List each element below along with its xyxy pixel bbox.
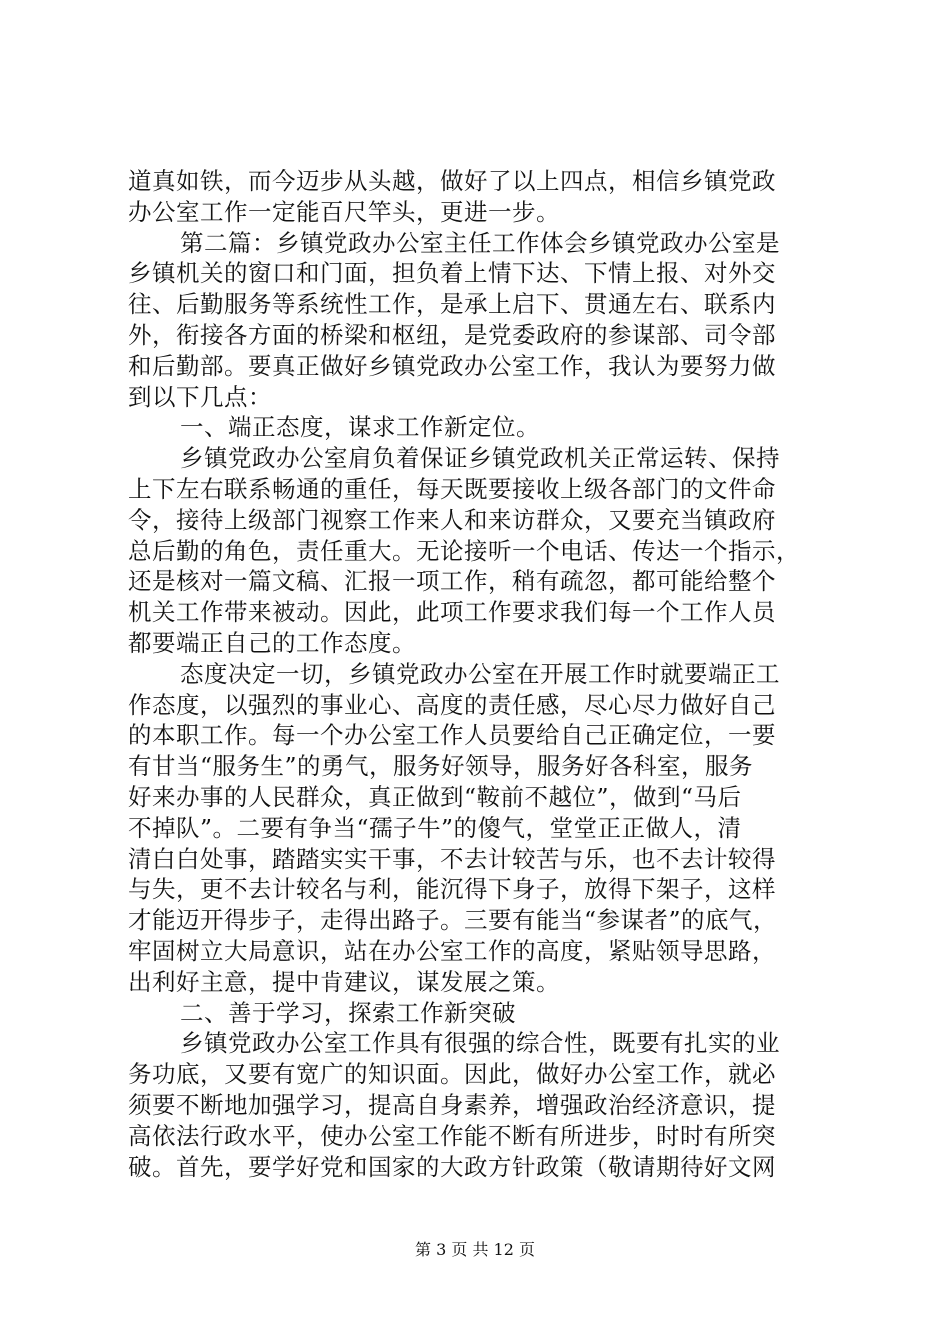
- text-line: 还是核对一篇文稿、汇报一项工作，稍有疏忽，都可能给整个: [128, 567, 776, 596]
- subheading-line: 二、善于学习，探索工作新突破: [180, 998, 516, 1027]
- text-line: 破。首先，要学好党和国家的大政方针政策（敬请期待好文网: [128, 1152, 776, 1181]
- text-line: 出利好主意，提中肯建议，谋发展之策。: [128, 967, 560, 996]
- text-line: 作态度，以强烈的事业心、高度的责任感，尽心尽力做好自己: [128, 690, 776, 719]
- text-line: 牢固树立大局意识，站在办公室工作的高度，紧贴领导思路，: [128, 936, 776, 965]
- text-line: 的本职工作。每一个办公室工作人员要给自己正确定位，一要: [128, 721, 776, 750]
- text-line: 乡镇党政办公室工作具有很强的综合性，既要有扎实的业: [180, 1029, 780, 1058]
- text-line: 高依法行政水平，使办公室工作能不断有所进步，时时有所突: [128, 1121, 776, 1150]
- subheading-line: 一、端正态度，谋求工作新定位。: [180, 413, 540, 442]
- document-body: [128, 166, 848, 1182]
- text-line: 令，接待上级部门视察工作来人和来访群众，又要充当镇政府: [128, 505, 776, 534]
- text-line: 总后勤的角色，责任重大。无论接听一个电话、传达一个指示，: [128, 536, 800, 565]
- text-line: 办公室工作一定能百尺竿头，更进一步。: [128, 197, 560, 226]
- text-line: 往、后勤服务等系统性工作，是承上启下、贯通左右、联系内: [128, 290, 776, 319]
- text-line: 到以下几点：: [128, 382, 272, 411]
- text-line: 态度决定一切，乡镇党政办公室在开展工作时就要端正工: [180, 659, 780, 688]
- text-line: 机关工作带来被动。因此，此项工作要求我们每一个工作人员: [128, 598, 776, 627]
- text-line: 都要端正自己的工作态度。: [128, 628, 416, 657]
- text-line: 与失，更不去计较名与利，能沉得下身子，放得下架子，这样: [128, 875, 776, 904]
- text-line: 外，衔接各方面的桥梁和枢纽，是党委政府的参谋部、司令部: [128, 320, 776, 349]
- text-line: 不掉队”。二要有争当“孺子牛”的傻气，堂堂正正做人，清: [128, 813, 742, 842]
- text-line: 好来办事的人民群众，真正做到“鞍前不越位”，做到“马后: [128, 782, 742, 811]
- text-line: 有甘当“服务生”的勇气，服务好领导，服务好各科室，服务: [128, 752, 754, 781]
- text-line: 才能迈开得步子，走得出路子。三要有能当“参谋者”的底气，: [128, 906, 778, 935]
- text-line: 上下左右联系畅通的重任，每天既要接收上级各部门的文件命: [128, 474, 776, 503]
- text-line: 清白白处事，踏踏实实干事，不去计较苦与乐，也不去计较得: [128, 844, 776, 873]
- text-line: 乡镇党政办公室肩负着保证乡镇党政机关正常运转、保持: [180, 444, 780, 473]
- text-line: 务功底，又要有宽广的知识面。因此，做好办公室工作，就必: [128, 1060, 776, 1089]
- text-line: 须要不断地加强学习，提高自身素养，增强政治经济意识，提: [128, 1090, 776, 1119]
- section-heading-line: 第二篇：乡镇党政办公室主任工作体会乡镇党政办公室是: [180, 228, 780, 257]
- text-line: 乡镇机关的窗口和门面，担负着上情下达、下情上报、对外交: [128, 259, 776, 288]
- text-line: 和后勤部。要真正做好乡镇党政办公室工作，我认为要努力做: [128, 351, 776, 380]
- text-line: 道真如铁，而今迈步从头越，做好了以上四点，相信乡镇党政: [128, 167, 776, 195]
- page-number-footer: 第 3 页 共 12 页: [415, 1240, 535, 1259]
